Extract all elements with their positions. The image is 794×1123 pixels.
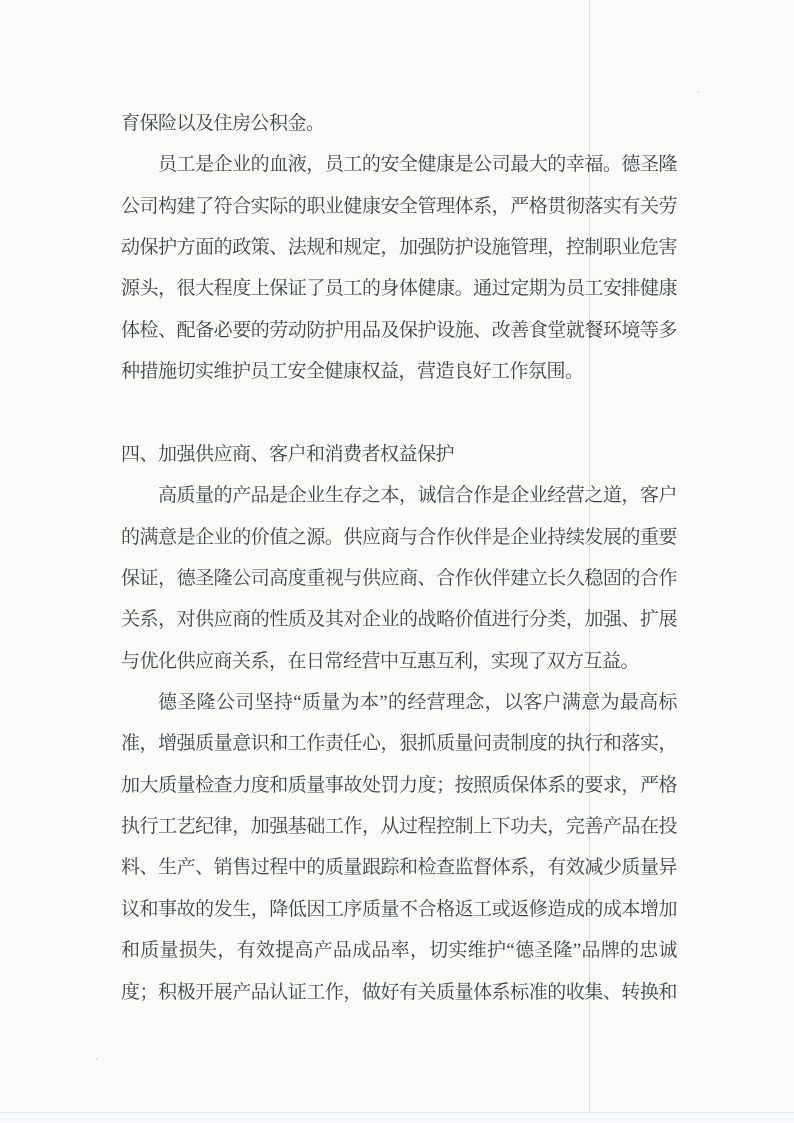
- text-line: 高质量的产品是企业生存之本，诚信合作是企业经营之道，客户: [158, 485, 677, 507]
- scan-speck: [96, 1058, 98, 1060]
- text-line: 关系，对供应商的性质及其对企业的战略价值进行分类，加强、扩展: [121, 609, 677, 631]
- document-body: [121, 103, 677, 1013]
- scan-speck: [697, 91, 699, 93]
- text-line: 度；积极开展产品认证工作，做好有关质量体系标准的收集、转换和: [121, 981, 677, 1003]
- text-line: 的满意是企业的价值之源。供应商与合作伙伴是企业持续发展的重要: [121, 526, 677, 548]
- text-line: 准，增强质量意识和工作责任心，狠抓质量问责制度的执行和落实，: [121, 733, 677, 755]
- text-line: 体检、配备必要的劳动防护用品及保护设施、改善食堂就餐环境等多: [121, 319, 677, 341]
- text-line: 源头，很大程度上保证了员工的身体健康。通过定期为员工安排健康: [121, 278, 677, 300]
- text-line: 保证，德圣隆公司高度重视与供应商、合作伙伴建立长久稳固的合作: [121, 567, 677, 589]
- text-line: 加大质量检查力度和质量事故处罚力度；按照质保体系的要求，严格: [121, 774, 677, 796]
- line-spacer: [121, 393, 677, 434]
- scanner-background-strip: [0, 1113, 794, 1123]
- text-line: 料、生产、销售过程中的质量跟踪和检查监督体系，有效减少质量异: [121, 857, 677, 879]
- text-line: 员工是企业的血液，员工的安全健康是公司最大的幸福。德圣隆: [158, 154, 677, 176]
- text-line: 议和事故的发生，降低因工序质量不合格返工或返修造成的成本增加: [121, 898, 677, 920]
- text-line: 执行工艺纪律，加强基础工作，从过程控制上下功夫，完善产品在投: [121, 816, 677, 838]
- text-line: 公司构建了符合实际的职业健康安全管理体系，严格贯彻落实有关劳: [121, 195, 677, 217]
- section-heading: 四、加强供应商、客户和消费者权益保护: [121, 443, 455, 465]
- text-line: 种措施切实维护员工安全健康权益，营造良好工作氛围。: [121, 361, 584, 383]
- text-line: 和质量损失，有效提高产品成品率，切实维护“德圣隆”品牌的忠诚: [121, 940, 677, 962]
- text-line: 德圣隆公司坚持“质量为本”的经营理念，以客户满意为最高标: [158, 692, 677, 714]
- text-line: 动保护方面的政策、法规和规定，加强防护设施管理，控制职业危害: [121, 237, 677, 259]
- text-line: 育保险以及住房公积金。: [121, 113, 325, 134]
- text-line: 与优化供应商关系，在日常经营中互惠互利，实现了双方互益。: [121, 650, 640, 672]
